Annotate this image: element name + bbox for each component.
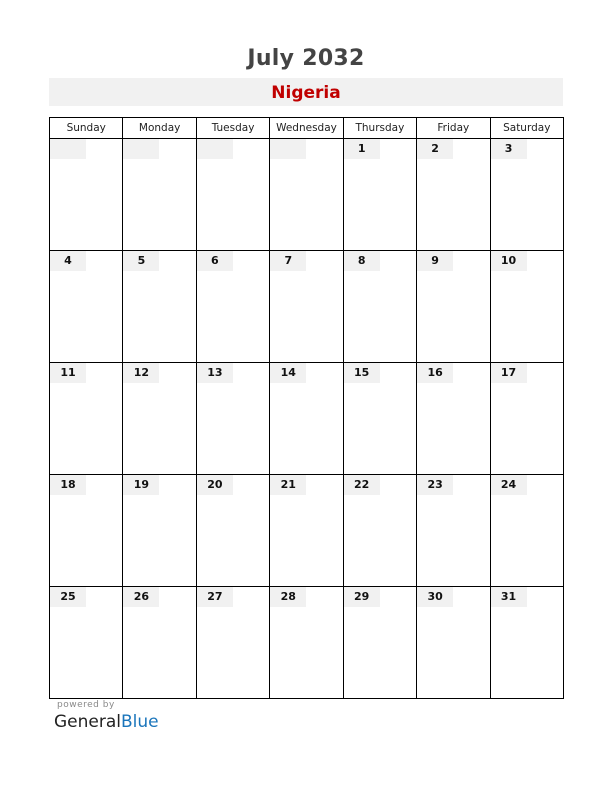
day-cell bbox=[270, 139, 343, 251]
powered-by-label: powered by bbox=[57, 700, 115, 710]
day-number: 30 bbox=[417, 587, 453, 607]
day-cell bbox=[343, 139, 416, 251]
day-number: 16 bbox=[417, 363, 453, 383]
day-cell bbox=[270, 475, 343, 587]
day-cell bbox=[490, 363, 563, 475]
day-cell bbox=[50, 475, 123, 587]
day-cell bbox=[270, 251, 343, 363]
weekday-monday: Monday bbox=[123, 118, 196, 139]
week-row-4 bbox=[50, 475, 564, 587]
day-cell bbox=[343, 475, 416, 587]
country-name: Nigeria bbox=[271, 83, 341, 103]
day-number: 31 bbox=[491, 587, 527, 607]
day-number: 12 bbox=[123, 363, 159, 383]
day-number: 11 bbox=[50, 363, 86, 383]
brand-general: General bbox=[54, 712, 121, 732]
day-cell bbox=[196, 139, 269, 251]
day-cell bbox=[50, 251, 123, 363]
day-number: 7 bbox=[270, 251, 306, 271]
day-number: 19 bbox=[123, 475, 159, 495]
day-number: 9 bbox=[417, 251, 453, 271]
day-cell bbox=[196, 587, 269, 699]
day-cell bbox=[123, 139, 196, 251]
day-number: 29 bbox=[344, 587, 380, 607]
day-cell bbox=[50, 363, 123, 475]
day-cell bbox=[123, 587, 196, 699]
day-number: 1 bbox=[344, 139, 380, 159]
day-cell bbox=[123, 251, 196, 363]
day-number: 6 bbox=[197, 251, 233, 271]
week-row-3 bbox=[50, 363, 564, 475]
day-number: 24 bbox=[491, 475, 527, 495]
day-number: 3 bbox=[491, 139, 527, 159]
day-number: 8 bbox=[344, 251, 380, 271]
day-number: 15 bbox=[344, 363, 380, 383]
day-cell bbox=[123, 363, 196, 475]
day-number: 26 bbox=[123, 587, 159, 607]
day-cell bbox=[490, 251, 563, 363]
weekday-header-row bbox=[50, 118, 564, 139]
weekday-friday: Friday bbox=[417, 118, 490, 139]
day-cell bbox=[270, 363, 343, 475]
day-cell bbox=[50, 587, 123, 699]
calendar-title: July 2032 bbox=[247, 46, 365, 71]
day-cell bbox=[490, 587, 563, 699]
day-number: 23 bbox=[417, 475, 453, 495]
day-number bbox=[123, 139, 159, 159]
day-cell bbox=[50, 139, 123, 251]
day-cell bbox=[196, 475, 269, 587]
day-number: 10 bbox=[491, 251, 527, 271]
weekday-thursday: Thursday bbox=[343, 118, 416, 139]
week-row-2 bbox=[50, 251, 564, 363]
day-number: 20 bbox=[197, 475, 233, 495]
day-cell bbox=[490, 475, 563, 587]
day-number: 21 bbox=[270, 475, 306, 495]
day-number: 2 bbox=[417, 139, 453, 159]
weekday-sunday: Sunday bbox=[50, 118, 123, 139]
weekday-tuesday: Tuesday bbox=[196, 118, 269, 139]
week-row-5 bbox=[50, 587, 564, 699]
day-number: 17 bbox=[491, 363, 527, 383]
day-number bbox=[50, 139, 86, 159]
day-cell bbox=[490, 139, 563, 251]
weekday-saturday: Saturday bbox=[490, 118, 563, 139]
day-number: 5 bbox=[123, 251, 159, 271]
day-number: 18 bbox=[50, 475, 86, 495]
week-row-1 bbox=[50, 139, 564, 251]
calendar-grid bbox=[49, 117, 564, 699]
day-cell bbox=[123, 475, 196, 587]
day-cell bbox=[196, 251, 269, 363]
day-number bbox=[270, 139, 306, 159]
day-cell bbox=[417, 363, 490, 475]
day-cell bbox=[417, 139, 490, 251]
day-number: 25 bbox=[50, 587, 86, 607]
weekday-wednesday: Wednesday bbox=[270, 118, 343, 139]
day-number: 14 bbox=[270, 363, 306, 383]
day-cell bbox=[417, 251, 490, 363]
day-number: 13 bbox=[197, 363, 233, 383]
day-number: 22 bbox=[344, 475, 380, 495]
day-cell bbox=[270, 587, 343, 699]
day-cell bbox=[343, 587, 416, 699]
day-number: 28 bbox=[270, 587, 306, 607]
day-cell bbox=[417, 587, 490, 699]
day-cell bbox=[417, 475, 490, 587]
brand-blue: Blue bbox=[121, 712, 159, 732]
day-number: 27 bbox=[197, 587, 233, 607]
day-number bbox=[197, 139, 233, 159]
generalblue-logo[interactable] bbox=[54, 712, 159, 732]
day-cell bbox=[343, 251, 416, 363]
day-number: 4 bbox=[50, 251, 86, 271]
day-cell bbox=[343, 363, 416, 475]
day-cell bbox=[196, 363, 269, 475]
